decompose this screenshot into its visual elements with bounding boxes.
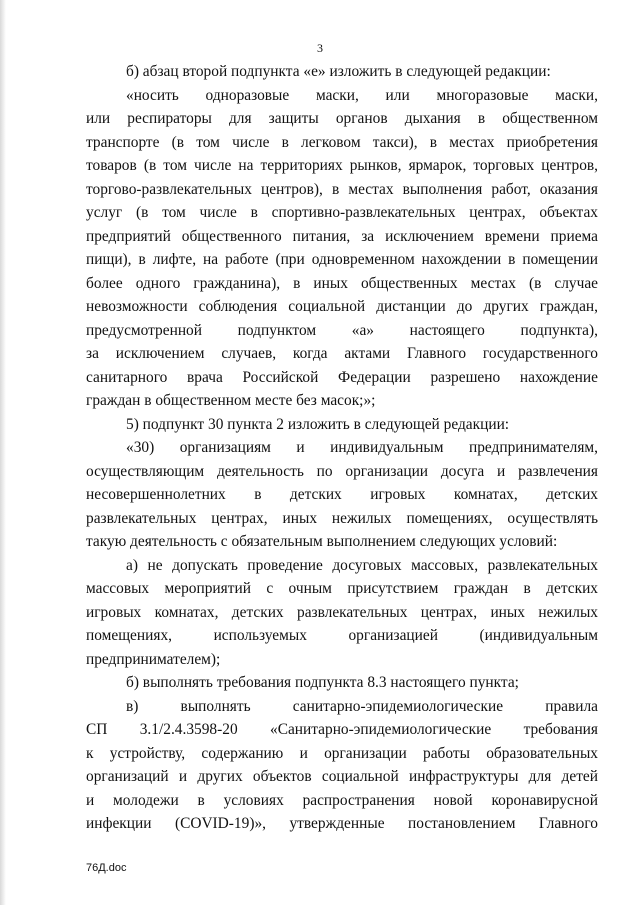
text-line: и молодежи в условиях распространения новой коронавирусной [86, 791, 598, 809]
text-line: предприятий общественного питания, за исключением времени приема [86, 227, 598, 245]
text-line: санитарного врача Российской Федерации разрешено нахождение [86, 368, 598, 386]
text-line: б) выполнять требования подпункта 8.3 настоящего пункта; [126, 674, 519, 691]
text-line: в) выполнять санитарно-эпидемиологические правила [126, 697, 598, 715]
text-line: или респираторы для защиты органов дыхания в общественном [86, 110, 598, 127]
page-number: 3 [317, 41, 323, 55]
text-line: «30) организациям и индивидуальным предпринимателям, [126, 439, 598, 456]
text-line: к устройству, содержанию и организации работы образовательных [86, 744, 598, 762]
text-line: невозможности соблюдения социальной дистанции до других граждан, [86, 298, 598, 315]
text-line: «носить одноразовые маски, или многоразовые маски, [126, 86, 598, 104]
text-line: развлекательных центрах, иных нежилых помещениях, осуществлять [86, 509, 598, 527]
document-body [86, 60, 598, 836]
footer-filename: 76Д.doc [86, 862, 127, 874]
text-line: игровых комнатах, детских развлекательных центрах, иных нежилых [86, 603, 598, 621]
text-line: пищи), в лифте, на работе (при одновременном нахождении в помещении [86, 251, 598, 268]
text-line: граждан в общественном месте без масок;»; [86, 392, 376, 409]
text-line: организаций и других объектов социальной инфраструктуры для детей [86, 768, 598, 785]
text-line: товаров (в том числе на территориях рынков, ярмарок, торговых центров, [86, 157, 598, 174]
text-line: несовершеннолетних в детских игровых комнатах, детских [86, 486, 598, 503]
text-line: торгово-развлекательных центров), в местах выполнения работ, оказания [86, 180, 598, 198]
text-line: инфекции (COVID-19)», утвержденные постановлением Главного [86, 815, 598, 832]
text-line: предпринимателем); [86, 650, 221, 668]
text-line: осуществляющим деятельность по организации досуга и развлечения [86, 462, 598, 480]
text-line: 5) подпункт 30 пункта 2 изложить в следующей редакции: [126, 415, 510, 433]
text-line: более одного гражданина), в иных общественных местах (в случае [86, 274, 598, 292]
text-line: такую деятельность с обязательным выполнением следующих условий: [86, 533, 558, 550]
text-line: б) абзац второй подпункта «е» изложить в следующей редакции: [126, 63, 551, 80]
scan-edge-shadow [0, 0, 6, 905]
text-line: за исключением случаев, когда актами Главного государственного [86, 345, 598, 362]
text-line: предусмотренной подпунктом «а» настоящего подпункта), [86, 321, 598, 339]
text-line: массовых мероприятий с очным присутствием граждан в детских [86, 580, 598, 597]
text-line: услуг (в том числе в спортивно-развлекательных центрах, объектах [86, 204, 598, 221]
text-line: транспорте (в том числе в легковом такси), в местах приобретения [86, 133, 598, 151]
text-line: а) не допускать проведение досуговых массовых, развлекательных [126, 556, 598, 574]
text-line: СП 3.1/2.4.3598-20 «Санитарно-эпидемиологические требования [86, 721, 598, 738]
text-line: помещениях, используемых организацией (индивидуальным [86, 627, 598, 644]
